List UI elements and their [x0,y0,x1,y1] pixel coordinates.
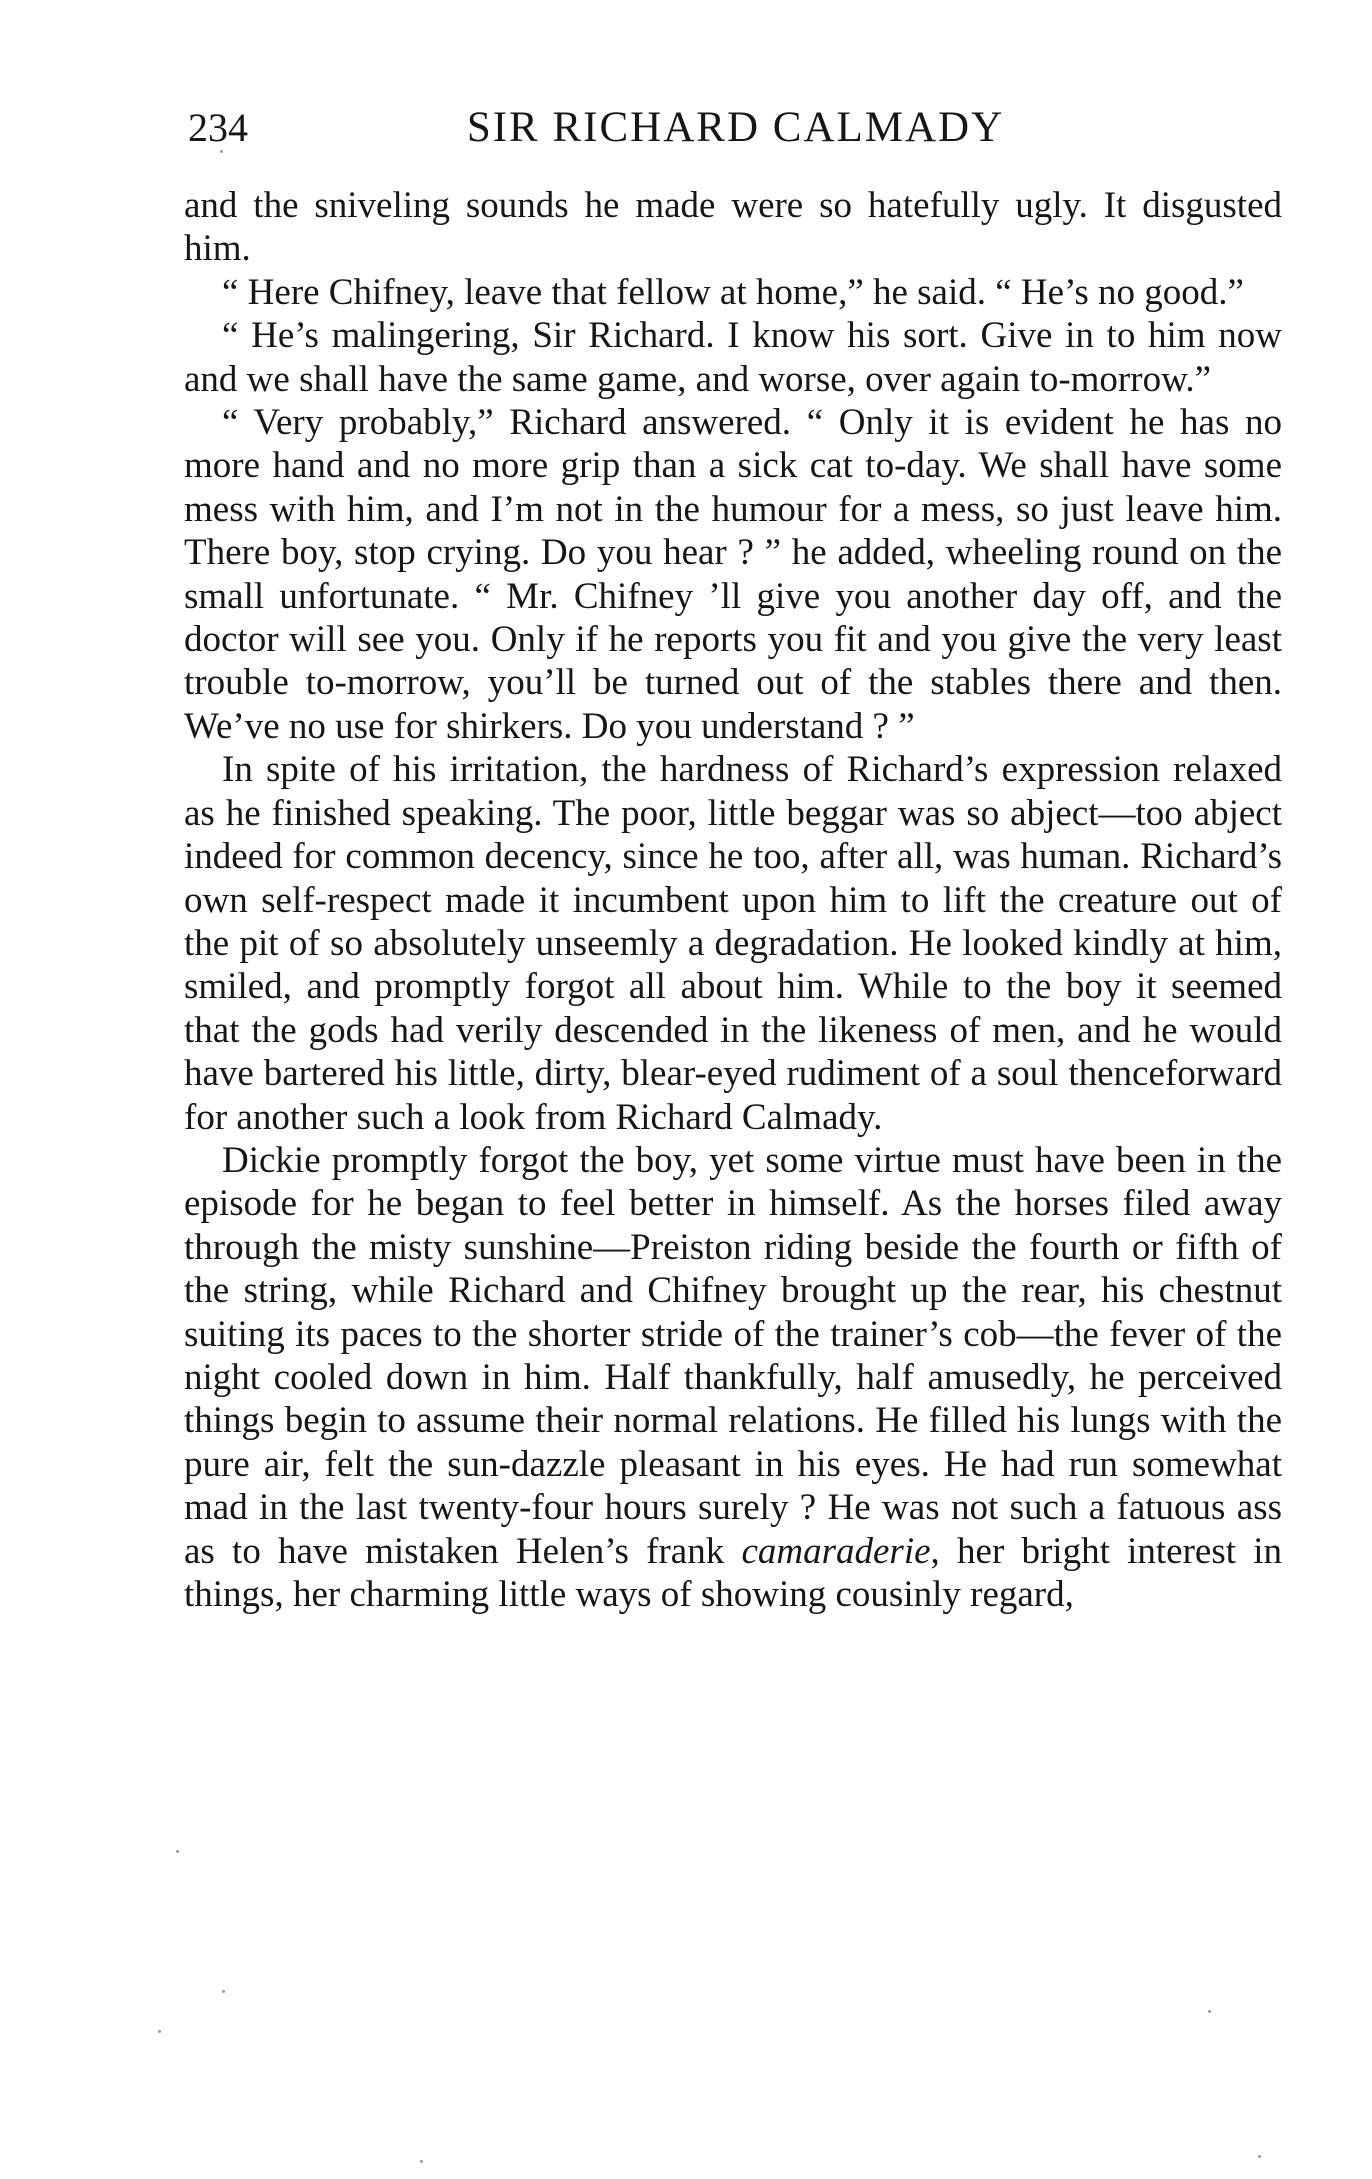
paragraph-6 [184,1139,1282,1616]
paragraph-3: “ He’s malingering, Sir Richard. I know his sort. Give in to him now and we shall have the same game, and worse, over again to-morrow.” [184,315,1282,400]
running-title: SIR RICHARD CALMADY [466,104,1005,151]
print-speck [176,1850,179,1853]
paragraph-6-text-start: Dickie promptly forgot the boy, yet some virtue must have been in the episode for he began to feel better in himself. As the horses filed away through the misty sunshine—Preiston riding beside the fourth or fifth of the string, while Richard and Chifney brought up the rear, his chestnut suiting its paces to the shorter stride of the trainer’s cob—the fever of the night cooled down in him. Half thankfully, half amusedly, he perceived things begin to assume their normal relations. He filled his lungs with the pure air, felt the sun-dazzle pleasant in his eyes. He had run somewhat mad in the last twenty-four hours surely ? He was not such a fatuous ass as to have mistaken Helen’s frank [184,1139,1282,1572]
print-speck [420,2160,423,2163]
print-speck [158,2030,161,2033]
paragraph-5: In spite of his irritation, the hardness of Richard’s expression relaxed as he finished speaking. The poor, little beggar was so abject—too abject indeed for common decency, since he too, after all, was human. Richard’s own self-respect made it incumbent upon him to lift the creature out of the pit of so absolutely unseemly a degradation. He looked kindly at him, smiled, and promptly forgot all about him. While to the boy it seemed that the gods had verily descended in the likeness of men, and he would have bartered his little, dirty, blear-eyed rudiment of a soul thenceforward for another such a look from Richard Calmady. [184,749,1282,1138]
print-speck [1258,2155,1261,2158]
body-text [184,184,1282,1616]
print-speck [1208,2010,1211,2013]
paragraph-1: and the sniveling sounds he made were so hatefully ugly. It disgusted him. [184,185,1282,270]
page-header [188,98,1283,158]
page-number: 234 [188,105,248,150]
print-speck [220,150,223,153]
italic-word-camaraderie: camaraderie [741,1530,931,1572]
paragraph-2: “ Here Chifney, leave that fellow at home,” he said. “ He’s no good.” [222,271,1244,313]
print-speck [222,1990,225,1993]
paragraph-6-text-end: , her bright interest in things, her charming little ways of showing cousinly regard, [184,1530,1282,1615]
paragraph-4: “ Very probably,” Richard answered. “ Only it is evident he has no more hand and no more grip than a sick cat to-day. We shall have some mess with him, and I’m not in the humour for a mess, so just leave him. There boy, stop crying. Do you hear ? ” he added, wheeling round on the small unfortunate. “ Mr. Chifney ’ll give you another day off, and the doctor will see you. Only if he reports you fit and you give the very least trouble to-morrow, you’ll be turned out of the stables there and then. We’ve no use for shirkers. Do you understand ? ” [184,402,1282,747]
